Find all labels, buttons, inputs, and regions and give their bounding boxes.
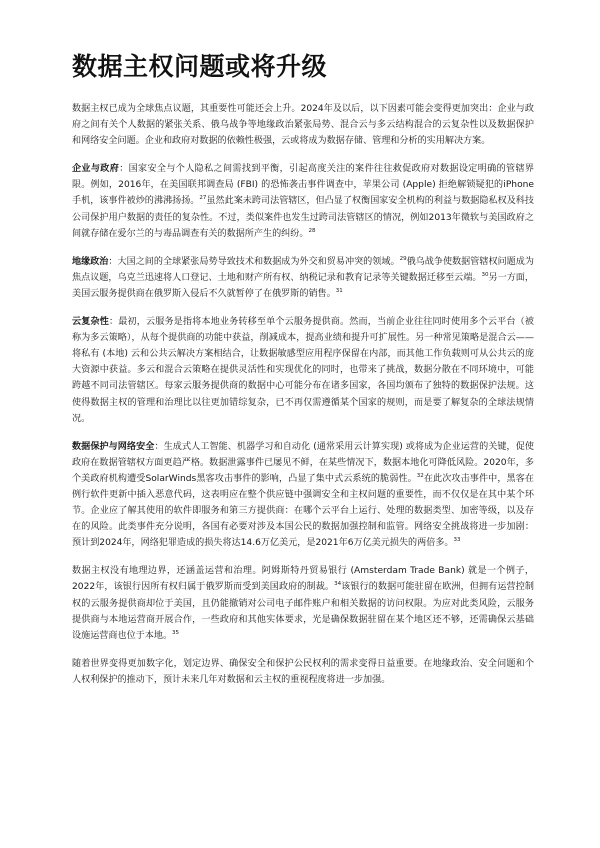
section-lead: 云复杂性 <box>72 317 109 328</box>
footnote-ref: 34 <box>334 581 342 588</box>
section-body: ：生成式人工智能、机器学习和自动化 (通常采用云计算实现) 或将成为企业运营的关键，促使政府在数据管辖权方面更趋严格。数据泄露事件已屡见不鲜，在某些情况下，数据本地化可降低风险。2020年，多个美政府机构遭受SolarWinds黑客攻击事件的影响，凸显了集中式云系统的脆弱性。$^{32}$在此次攻击事件中，黑客在例行软件更新中插入恶意代码，这表明应在整个供应链中强调安全和主权问题的重要性，而不仅仅是在其中某个环节。企业应了解其使用的软件即服务和第三方提供商：在哪个云平台上运行、处理的数据类型、加密等级，以及存在的风险。此类事件充分说明，各国有必要对涉及本国公民的数据加强控制和监管。网络安全挑战将进一步加剧：预计到2024年，网络犯罪造成的损失将达14.6万亿美元，是2021年6万亿美元损失的两倍多。$^{33}$ <box>72 441 534 549</box>
paragraph-bank-example: 数据主权没有地理边界，还涵盖运营和治理。阿姆斯特丹贸易银行 (Amsterdam Trade Bank) 就是一个例子，2022年，该银行因所有权归属于俄罗斯而受到美国政府的制裁。$^{34}$该银行的数据可能驻留在欧洲，但拥有运营控制权的云服务提供商却位于美国，且仍能撤销对公司电子邮件账户和相关数据的访问权限。为应对此类风险，云服务提供商与本地运营商开展合作，一些政府和其他实体要求，光是确保数据驻留在某个地区还不够，还需确保云基础设施运营商也位于本地。$^{35}$ <box>72 566 534 641</box>
section-body: ：大国之间的全球紧张局势导致技术和数据成为外交和贸易冲突的领域。$^{29}$俄乌战争使数据管辖权问题成为焦点议题，乌克兰迅速将人口登记、土地和财产所有权、纳税记录和教育记录等关键数据迁移至云端。$^{30}$另一方面，美国云服务提供商在俄罗斯入侵后不久就暂停了在俄罗斯的销售。$^{31}$ <box>72 255 534 299</box>
footnote-ref: 35 <box>172 629 180 636</box>
section-lead: 数据保护与网络安全 <box>72 441 155 452</box>
section-lead: 企业与政府 <box>72 164 120 175</box>
section-body: ：最初，云服务是指将本地业务转移至单个云服务提供商。然而，当前企业往往同时使用多个云平台（被称为多云策略），从每个提供商的功能中获益，削减成本，提高业绩和提升可扩展性。另一种常见策略是混合云——将私有 (本地) 云和公共云解决方案相结合，让数据敏感型应用程序保留在内部，而其他工作负载则可从公共云的庞大资源中获益。多云和混合云策略在提供灵活性和实现优化的同时，也带来了挑战，数据分散在不同环境中，可能跨越不同司法管辖区。每家云服务提供商的数据中心可能分布在诸多国家，各国均颁布了独特的数据保护法规。这使得数据主权的管理和治理比以往更加错综复杂，已不再仅需遵循某个国家的规则，而是要了解复杂的全球法规情况。 <box>72 317 534 424</box>
footnote-ref: 33 <box>453 537 461 544</box>
intro-paragraph: 数据主权已成为全球焦点议题，其重要性可能还会上升。2024年及以后，以下因素可能会变得更加突出：企业与政府之间有关个人数据的紧张关系、俄乌战争等地缘政治紧张局势、混合云与多云结构混合的云复杂性以及数据保护和网络安全问题。企业和政府对数据的依赖性极强，云或将成为数据存储、管理和分析的实用解决方案。 <box>72 104 534 147</box>
document-page <box>72 50 534 700</box>
closing-paragraph: 随着世界变得更加数字化，划定边界、确保安全和保护公民权利的需求变得日益重要。在地缘政治、安全问题和个人权利保护的推动下，预计未来几年对数据和云主权的重视程度将进一步加强。 <box>72 658 534 685</box>
footnote-ref: 28 <box>308 227 316 234</box>
footnote-ref: 27 <box>199 195 207 202</box>
footnote-ref: 29 <box>399 255 407 262</box>
section-cloud-complexity <box>72 314 534 427</box>
footnote-ref: 30 <box>481 271 489 278</box>
section-enterprise-government <box>72 161 534 241</box>
page-title: 数据主权问题或将升级 <box>72 52 328 81</box>
section-geopolitics <box>72 254 534 302</box>
footnote-ref: 32 <box>416 472 424 479</box>
section-body: ：国家安全与个人隐私之间需找到平衡，引起高度关注的案件往往救促政府对数据设定明确的管辖界限。例如，2016年，在美国联邦调查局 (FBI) 的恐怖袭击事件调查中，苹果公司 (Apple) 拒绝解锁疑犯的iPhone手机，该事件被炒的沸沸扬扬。$^{27}$虽然此案未跨司法管辖区，但凸显了权衡国家安全机构的利益与数据隐私权及科技公司保护用户数据的责任的复杂性。不过，类似案件也发生过跨司法管辖区的情况，例如2013年微软与美国政府之间就存储在爱尔兰的与毒品调查有关的数据所产生的纠纷。$^{28}$ <box>72 164 534 239</box>
section-lead: 地缘政治 <box>72 256 109 267</box>
footnote-ref: 31 <box>335 287 343 294</box>
section-data-protection <box>72 439 534 552</box>
